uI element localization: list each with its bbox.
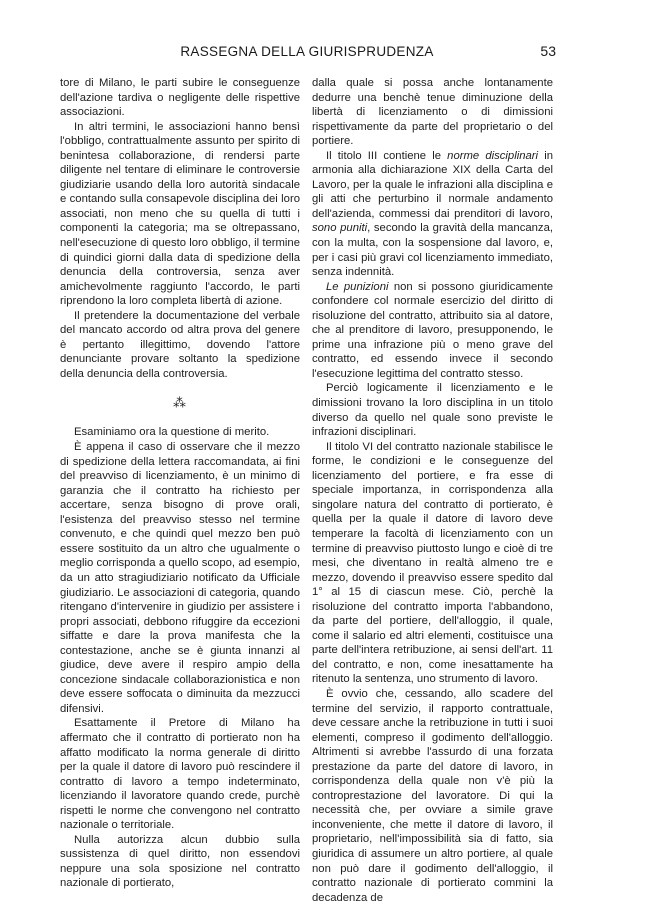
text-run: non si possono giuridicamente confondere col normale esercizio del diritto di risoluzione del contratto, attribuito sia al datore, che al prenditore di lavoro, presupponendo, le prime una infrazione più o meno grave del contratto, ed essendo invece il secondo l'esecuzione legittima del contratto stesso.	[312, 280, 554, 380]
italic-term: norme disciplinari	[447, 149, 539, 162]
text-run: in armonia alla dichiarazione XIX della Carta del Lavoro, per la quale le infrazioni alla disciplina e gli atti che perturbino il normale andamento dell'azienda, commessi dai prenditori di lavoro,	[312, 149, 553, 220]
italic-term: sono puniti	[312, 222, 368, 235]
page-number: 53	[540, 43, 556, 59]
text-run: , secondo la gravità della mancanza, con la multa, con la sospensione dal lavoro, e, per i casi più gravi col licenziamento immediato, senza indennità.	[312, 222, 553, 279]
page-header	[58, 44, 556, 66]
paragraph: dalla quale si possa anche lontanamente dedurre una benchè tenue diminuzione della libertà di licenziamento o di dimissioni rispettivamente da parte del proprietario o del portiere.	[312, 77, 553, 148]
paragraph: Nulla autorizza alcun dubbio sulla sussistenza di quel diritto, non essendovi neppure una sola sposizione nel contratto nazionale di portierato,	[60, 833, 300, 890]
section-separator-asterism: ⁂	[173, 395, 187, 411]
paragraph: È appena il caso di osservare che il mezzo di spedizione della lettera raccomandata, ai fini del preavviso di licenziamento, è un minimo di garanzia che il contratto ha richiesto per accertare, senza bisogno di prove orali, l'esistenza del preavviso stesso nel termine convenuto, e che quindi quel mezzo ben può essere sostituito da un altro che ugualmente o meglio corrisponda a quello scopo, ad esempio, da un atto stragiudiziario notificato da Ufficiale giudiziario. Le associazioni di categoria, quando ritengano d'intervenire in giudizio per assistere i propri associati, debbono rifuggire da eccezioni siffatte e dare la prova manifesta che la contestazione, anche se è giunta innanzi al giudice, deve avere il respiro ampio della concezione sindacale collaborazionistica e non deve essere soffocata o diminuita da mezzucci difensivi.	[60, 441, 300, 715]
paragraph	[312, 280, 553, 382]
running-title: RASSEGNA DELLA GIURISPRUDENZA	[180, 44, 434, 59]
paragraph	[312, 149, 553, 280]
paragraph: È ovvio che, cessando, allo scadere del termine del servizio, il rapporto contrattuale, deve cessare anche la retribuzione in tutti i suoi elementi, compreso il godimento dell'alloggio. Altrimenti si avrebbe l'assurdo di una forzata prestazione da parte del datore di lavoro, in corrispondenza della quale non v'è più la controprestazione del lavoratore. Di qui la necessità che, per ovviare a simile grave inconveniente, che mette il datore di lavoro, il proprietario, nell'impossibilità sia di fatto, sia giuridica di assumere un altro portiere, al quale non può dare il godimento dell'alloggio, il contratto nazionale di portierato commini la decadenza de	[312, 687, 553, 904]
paragraph: In altri termini, le associazioni hanno bensì l'obbligo, contrattualmente assunto per spirito di benintesa collaborazione, di rendersi parte diligente nel tentare di eliminare le controversie giudiziarie usando della loro autorità sindacale e contando sulla consapevole disciplina dei loro associati, non meno che su quella di tutti i componenti la categoria; ma se oltrepassano, nell'esecuzione di questo loro obbligo, il termine di quindici giorni dalla data di spedizione della denuncia della controversia, senza aver amichevolmente raggiunto l'accordo, le parti riprendono la loro completa libertà di azione.	[60, 120, 300, 308]
paragraph: Il pretendere la documentazione del verbale del mancato accordo od altra prova del genere è pertanto illegittimo, dovendo l'attore denunciante provare soltanto la spedizione della denuncia della controversia.	[60, 309, 300, 380]
right-column	[312, 76, 553, 905]
paragraph: Il titolo VI del contratto nazionale stabilisce le forme, le condizioni e le conseguenze del licenziamento del portiere, e fra esse di speciale importanza, in corrispondenza alla singolare natura del contratto di portierato, è quella per la quale il datore di lavoro deve temperare la facoltà di licenziamento con un termine di preavviso piuttosto lungo e cioè di tre mesi, che diventano in realtà almeno tre e mezzo, dovendo il preavviso essere spedito dal 1° al 15 di ciascun mese. Ciò, perchè la risoluzione del contratto importa l'abbandono, da parte del portiere, dell'alloggio, il quale, come il salario ed altri elementi, costituisce una parte dell'intera retribuzione, ai sensi dell'art. 11 del contratto, e non, come inesattamente ha ritenuto la sentenza, uno strumento di lavoro.	[312, 440, 553, 686]
italic-term: Le punizioni	[326, 280, 389, 293]
paragraph: Perciò logicamente il licenziamento e le dimissioni trovano la loro disciplina in un titolo diverso da quello nel quale sono previste le infrazioni disciplinari.	[312, 382, 553, 439]
paragraph: Esaminiamo ora la questione di merito.	[74, 426, 270, 439]
paragraph: Esattamente il Pretore di Milano ha affermato che il contratto di portierato non ha affatto modificato la norma generale di diritto per la quale il datore di lavoro può rescindere il contratto di lavoro a tempo indeterminato, licenziando il lavoratore quando crede, purchè rispetti le norme che convengono nel contratto nazionale o territoriale.	[60, 717, 300, 832]
paragraph: tore di Milano, le parti subire le conseguenze dell'azione tardiva o negligente delle rispettive associazioni.	[60, 77, 300, 119]
text-run: Il titolo III contiene le	[326, 149, 448, 162]
left-column	[60, 76, 300, 891]
